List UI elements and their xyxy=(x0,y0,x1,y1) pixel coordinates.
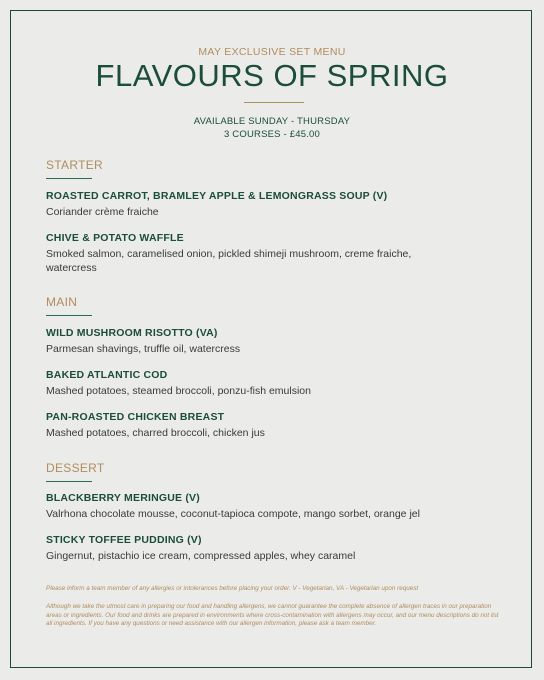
section-divider-main xyxy=(46,315,92,316)
menu-item xyxy=(46,369,506,398)
availability-days: AVAILABLE SUNDAY - THURSDAY xyxy=(193,116,351,127)
menu-item xyxy=(46,232,426,275)
section-title-starter: STARTER xyxy=(46,158,103,172)
item-name: BAKED ATLANTIC COD xyxy=(46,369,168,381)
item-name: WILD MUSHROOM RISOTTO (VA) xyxy=(46,327,218,339)
section-divider-starter xyxy=(46,178,92,179)
item-name: ROASTED CARROT, BRAMLEY APPLE & LEMONGRASS SOUP (V) xyxy=(46,190,388,202)
menu-item xyxy=(46,327,506,356)
menu-subtitle: MAY EXCLUSIVE SET MENU xyxy=(198,46,346,58)
item-name: STICKY TOFFEE PUDDING (V) xyxy=(46,534,202,546)
item-name: BLACKBERRY MERINGUE (V) xyxy=(46,492,200,504)
item-description: Gingernut, pistachio ice cream, compressed apples, whey caramel xyxy=(46,550,356,562)
section-divider-dessert xyxy=(46,481,92,482)
menu-item xyxy=(46,534,506,563)
allergy-note: Please inform a team member of any allergies or intolerances before placing your order. V - Vegetarian, VA - Vegetarian upon request xyxy=(46,585,419,592)
item-description: Coriander crème fraiche xyxy=(46,206,159,218)
item-name: CHIVE & POTATO WAFFLE xyxy=(46,232,184,244)
title-divider xyxy=(244,102,304,103)
menu-item xyxy=(46,190,506,219)
item-description: Mashed potatoes, steamed broccoli, ponzu-fish emulsion xyxy=(46,385,311,397)
item-description: Valrhona chocolate mousse, coconut-tapioca compote, mango sorbet, orange jel xyxy=(46,508,420,520)
menu-title: FLAVOURS OF SPRING xyxy=(95,58,449,93)
price-info: 3 COURSES - £45.00 xyxy=(223,128,320,140)
item-description: Smoked salmon, caramelised onion, pickled shimeji mushroom, creme fraiche, watercress xyxy=(46,248,412,274)
item-name: PAN-ROASTED CHICKEN BREAST xyxy=(46,411,225,423)
item-description: Parmesan shavings, truffle oil, watercress xyxy=(46,343,241,355)
menu-item xyxy=(46,492,506,521)
section-title-main: MAIN xyxy=(46,295,78,309)
allergen-disclaimer: Although we take the utmost care in preparing our food and handling allergens, we cannot guarantee the complete absence of allergen traces in our preparation areas or ingredients. Our food and drinks are prepared in environments where cross-contamination with allergens may occur, and our menu descriptions do not list all ingredients. If you have any questions or need assistance with our allergen information, please ask a team member. xyxy=(46,603,499,627)
availability-info xyxy=(0,116,544,141)
section-title-dessert: DESSERT xyxy=(46,461,105,475)
menu-item xyxy=(46,411,506,440)
item-description: Mashed potatoes, charred broccoli, chicken jus xyxy=(46,427,265,439)
